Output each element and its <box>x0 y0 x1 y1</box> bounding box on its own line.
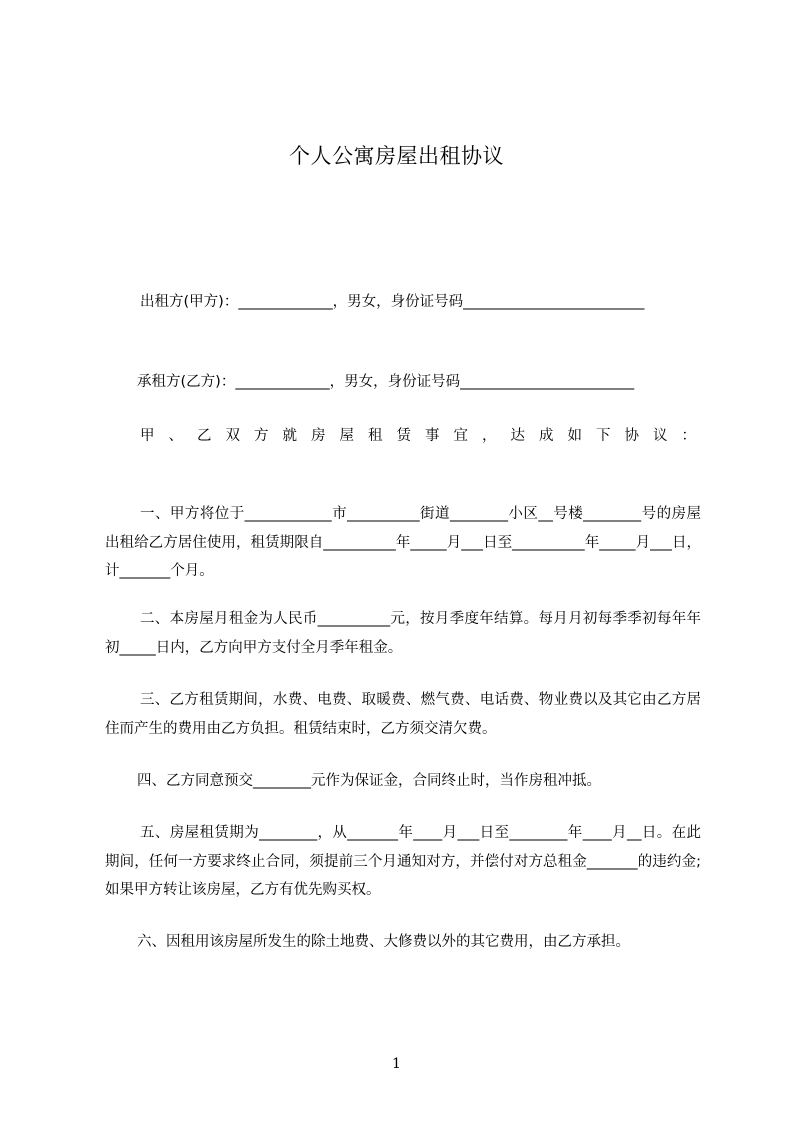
lessor-line: 出租方(甲方)：_____________，男女，身份证号码_________________________ <box>140 294 645 310</box>
clause-6: 六、因租用该房屋所发生的除土地费、大修费以外的其它费用，由乙方承担。 <box>137 934 630 950</box>
lessee-line: 承租方(乙方)：_____________，男女，身份证号码________________________ <box>137 374 635 390</box>
document-title: 个人公寓房屋出租协议 <box>289 144 504 168</box>
clause-1: 一、甲方将位于____________市__________街道________小区__号楼________号的房屋出租给乙方居住使用，租赁期限自__________年_____月___日至__________年_____月___日，计_______个月。 <box>105 506 701 579</box>
clause-3: 三、乙方租赁期间，水费、电费、取暖费、燃气费、电话费、物业费以及其它由乙方居住而产生的费用由乙方负担。租赁结束时，乙方须交清欠费。 <box>105 692 701 737</box>
page-number: 1 <box>392 1056 401 1072</box>
clause-2: 二、本房屋月租金为人民币__________元，按月季度年结算。每月月初每季季初每年年初_____日内，乙方向甲方支付全月季年租金。 <box>105 611 701 656</box>
clause-5: 五、房屋租赁期为________，从_______年____月___日至________年____月__日。在此期间，任何一方要求终止合同，须提前三个月通知对方，并偿付对方总租金_______的违约金;如果甲方转让该房屋，乙方有优先购买权。 <box>105 825 701 898</box>
clause-4: 四、乙方同意预交________元作为保证金，合同终止时，当作房租冲抵。 <box>137 773 601 789</box>
agreement-intro: 甲 、 乙 双 方 就 房 屋 租 赁 事 宜 ， 达 成 如 下 协 议 ： <box>140 428 696 444</box>
